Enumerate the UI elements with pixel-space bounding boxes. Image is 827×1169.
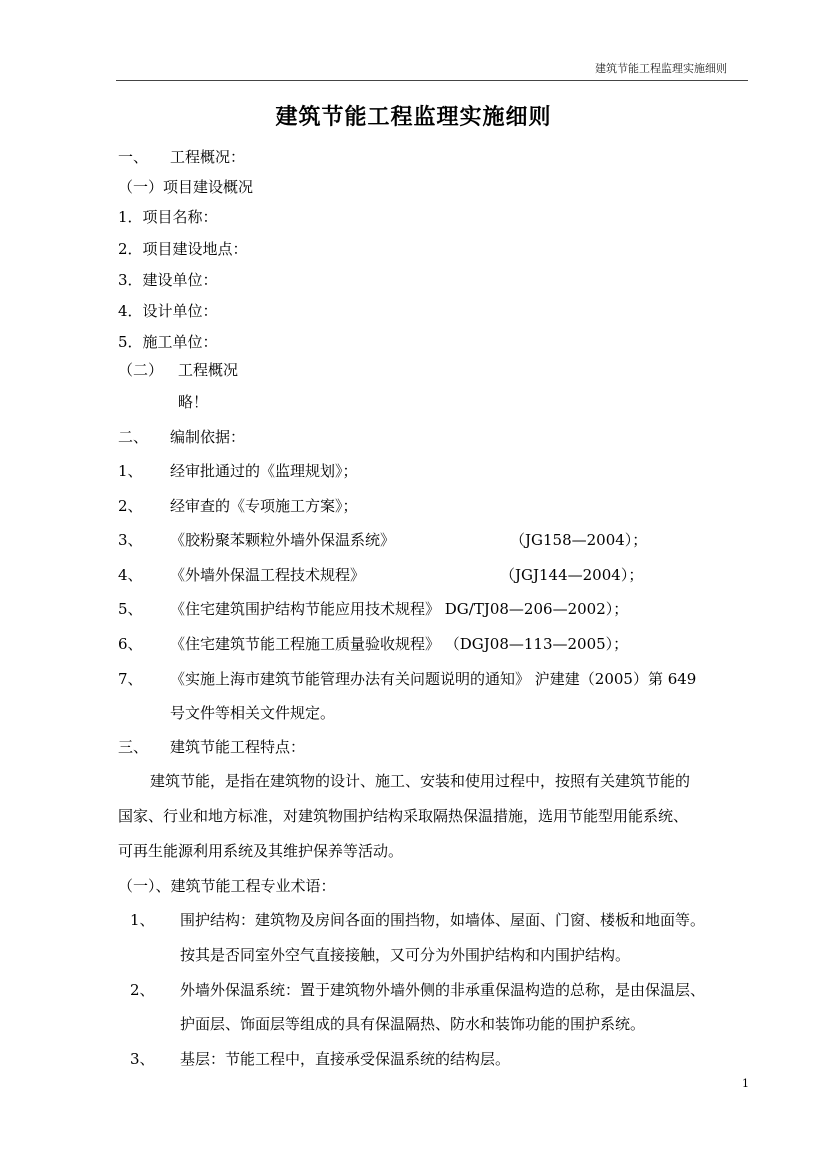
basis-item-continuation: 号文件等相关文件规定。	[170, 704, 336, 722]
basis-item-number: 5、	[118, 600, 143, 618]
list-item: 4．设计单位：	[118, 302, 218, 320]
basis-item-text: 《住宅建筑节能工程施工质量验收规程》 （DGJ08—113—2005）；	[170, 635, 629, 653]
paragraph-line: 可再生能源利用系统及其维护保养等活动。	[118, 842, 404, 860]
paragraph-line: 建筑节能，是指在建筑物的设计、施工、安装和使用过程中，按照有关建筑节能的	[150, 772, 691, 790]
basis-item-text: 《外墙外保温工程技术规程》	[170, 566, 366, 584]
list-item: 3．建设单位：	[118, 271, 218, 289]
section-2-number: 二、	[118, 428, 149, 446]
basis-item-number: 1、	[118, 462, 143, 480]
subsection-1-1: （一）项目建设概况	[118, 178, 254, 196]
subsection-3-1: （一）、建筑节能工程专业术语：	[118, 877, 336, 895]
running-header: 建筑节能工程监理实施细则	[595, 62, 727, 75]
basis-item-number: 7、	[118, 670, 143, 688]
basis-item-number: 6、	[118, 635, 143, 653]
basis-item-code: （JGJ144—2004）；	[500, 566, 644, 584]
term-number: 1、	[130, 911, 155, 929]
basis-item-number: 2、	[118, 497, 143, 515]
list-item: 5．施工单位：	[118, 333, 218, 351]
subsection-1-2-heading: 工程概况	[178, 361, 239, 379]
term-line: 基层：节能工程中，直接承受保温系统的结构层。	[180, 1050, 511, 1068]
basis-item-text: 《住宅建筑围护结构节能应用技术规程》 DG/TJ08—206—2002）；	[170, 600, 629, 618]
subsection-1-2-number: （二）	[118, 361, 164, 379]
term-line: 围护结构：建筑物及房间各面的围挡物，如墙体、屋面、门窗、楼板和地面等。	[180, 911, 706, 929]
section-3-number: 三、	[118, 738, 149, 756]
term-line: 外墙外保温系统：置于建筑物外墙外侧的非承重保温构造的总称，是由保温层、	[180, 981, 706, 999]
subsection-1-2-body: 略！	[178, 393, 209, 411]
section-3-heading: 建筑节能工程特点：	[170, 738, 306, 756]
section-1-number: 一、	[118, 148, 149, 166]
basis-item-text: 《实施上海市建筑节能管理办法有关问题说明的通知》 沪建建（2005）第 649	[170, 670, 697, 688]
section-2-heading: 编制依据：	[170, 428, 246, 446]
list-item: 1．项目名称：	[118, 208, 218, 226]
term-line: 按其是否同室外空气直接接触，又可分为外围护结构和内围护结构。	[180, 946, 631, 964]
basis-item-text: 《胶粉聚苯颗粒外墙外保温系统》	[170, 531, 396, 549]
page-number: 1	[742, 1077, 749, 1090]
header-rule	[116, 80, 748, 81]
basis-item-number: 4、	[118, 566, 143, 584]
basis-item-number: 3、	[118, 531, 143, 549]
section-1-heading: 工程概况：	[170, 148, 246, 166]
term-line: 护面层、饰面层等组成的具有保温隔热、防水和装饰功能的围护系统。	[180, 1015, 646, 1033]
term-number: 2、	[130, 981, 155, 999]
paragraph-line: 国家、行业和地方标准，对建筑物围护结构采取隔热保温措施，选用节能型用能系统、	[118, 807, 689, 825]
document-title: 建筑节能工程监理实施细则	[275, 104, 552, 130]
list-item: 2．项目建设地点：	[118, 240, 248, 258]
basis-item-text: 经审查的《专项施工方案》；	[170, 497, 358, 515]
term-number: 3、	[130, 1050, 155, 1068]
basis-item-text: 经审批通过的《监理规划》；	[170, 462, 358, 480]
basis-item-code: （JG158—2004）；	[510, 531, 648, 549]
